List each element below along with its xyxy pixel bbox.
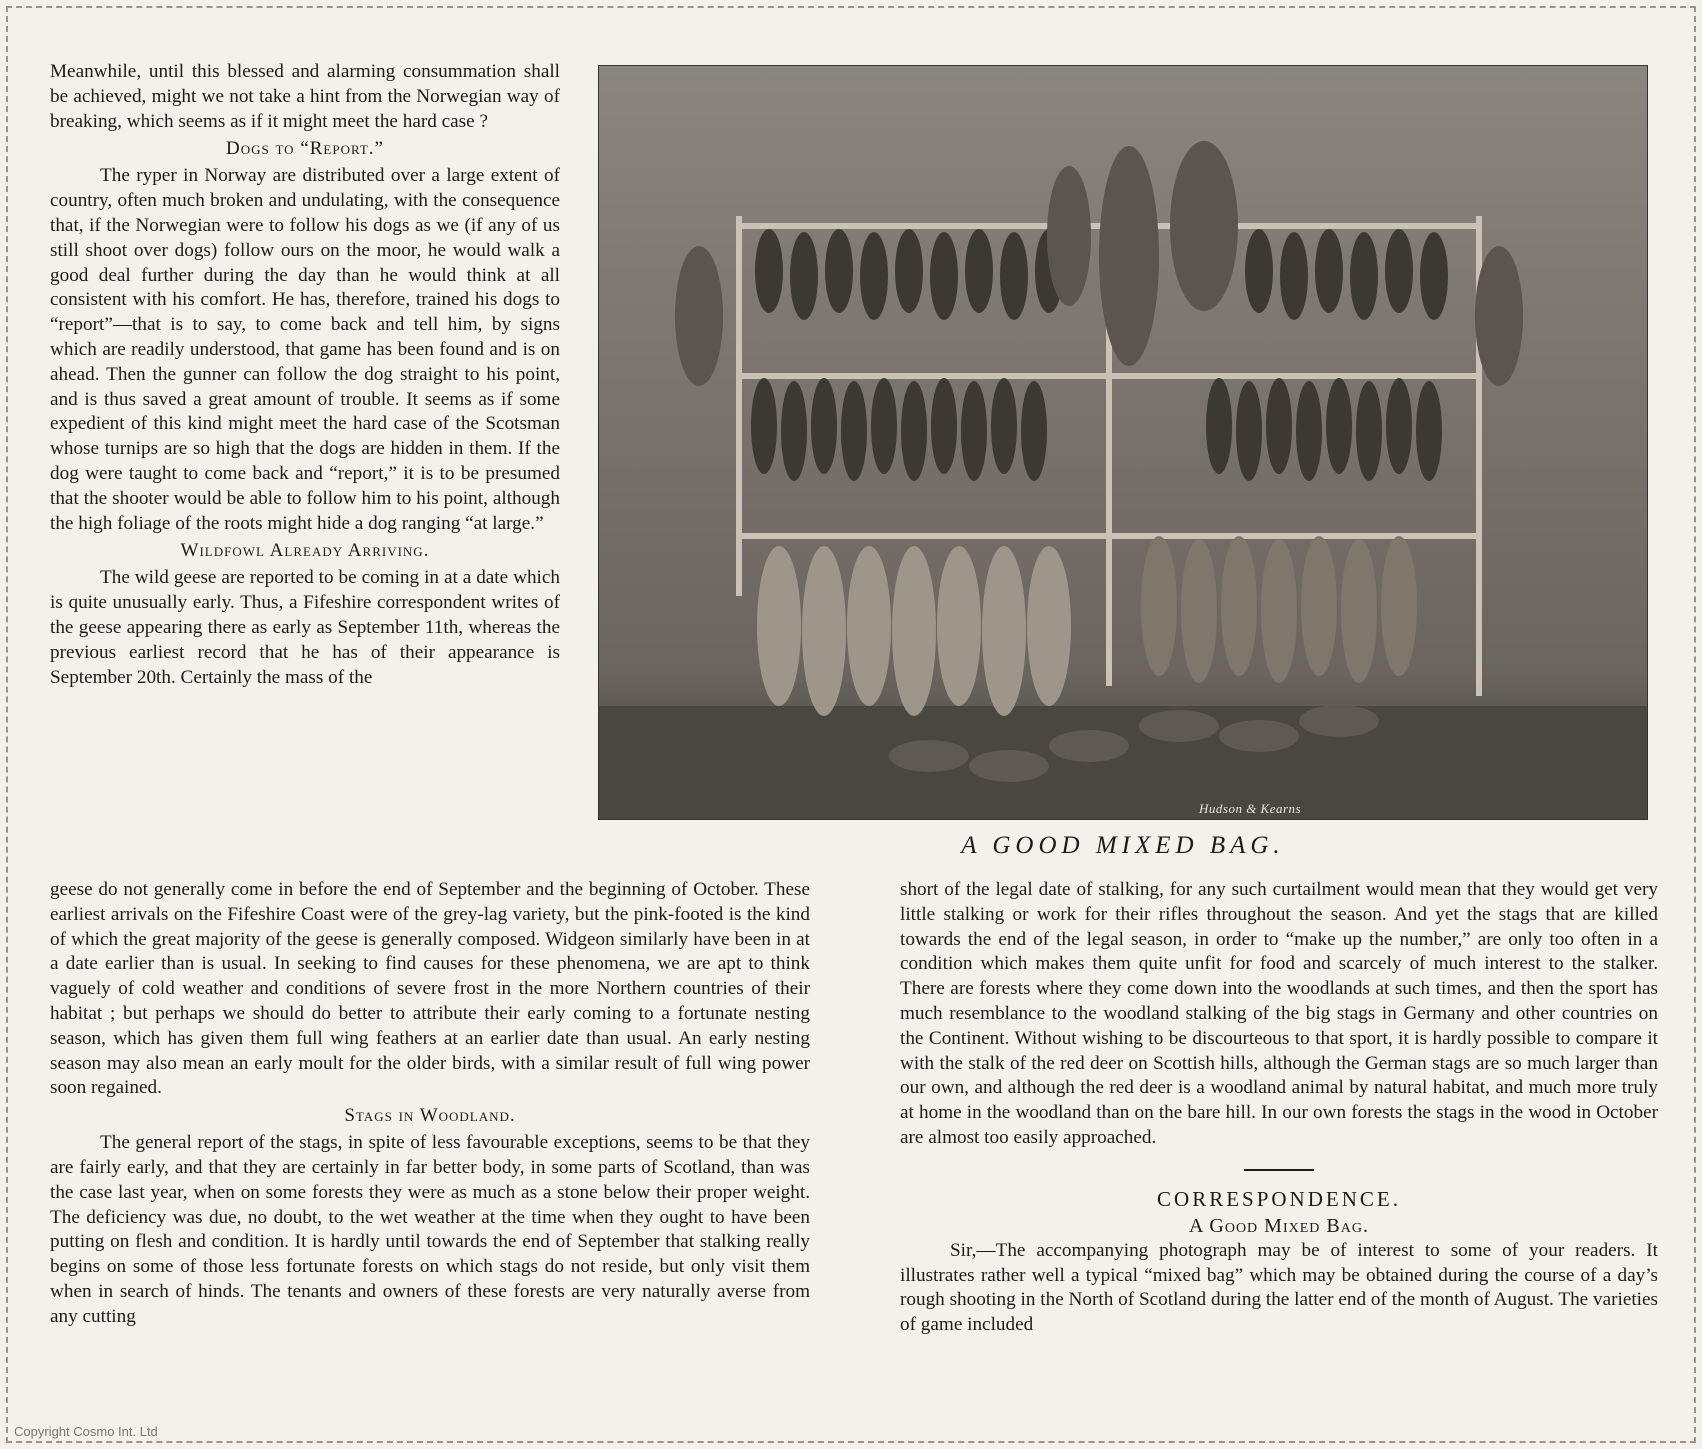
right-column [900, 878, 1658, 1338]
divider [1244, 1169, 1314, 1171]
section-heading: Wildfowl Already Arriving. [180, 540, 430, 562]
photo-caption: A GOOD MIXED BAG. [961, 832, 1285, 859]
section-heading: Stags in Woodland. [344, 1105, 516, 1127]
paragraph: The ryper in Norway are distributed over a large extent of country, often much broken and undulating, with the consequence that, if the Norwegian were to follow his dogs as we (if any of us still shoot over dogs) follow ours on the moor, he would walk a good deal further during the day than he would think at all consistent with his comfort. He has, therefore, trained his dogs to “report”—that is to say, to come back and tell him, by signs which are readily understood, that game has been found and is on ahead. Then the gunner can follow the dog straight to his point, and is thus saved a great amount of trouble. It seems as if some expedient of this kind might meet the hard case of the Scotsman whose turnips are so high that the dogs are hidden in them. If the dog were taught to come back and “report,” it is to be presumed that the shooter would be able to follow him to his point, although the high foliage of the roots might hide a dog ranging “at large.” [50, 165, 560, 534]
copyright-notice: Copyright Cosmo Int. Ltd [14, 1424, 158, 1439]
paragraph: Sir,—The accompanying photograph may be of interest to some of your readers. It illustrates rather well a typical “mixed bag” which may be obtained during the course of a day’s rough shooting in the North of Scotland during the latter end of the month of August. The varieties of game included [900, 1239, 1658, 1336]
left-column-bottom [50, 878, 810, 1330]
game-bag-photograph [598, 65, 1648, 820]
correspondence-title: CORRESPONDENCE. [1157, 1186, 1401, 1211]
correspondence-subtitle: A Good Mixed Bag. [1189, 1214, 1369, 1237]
paragraph: The general report of the stags, in spite of less favourable exceptions, seems to be that they are fairly early, and that they are certainly in far better body, in some parts of Scotland, than was the case last year, when on some forests they were as much as a stone below their proper weight. The deficiency was due, no doubt, to the wet weather at the time when they ought to have been putting on flesh and condition. It is hardly until towards the end of September that stalking really begins on some of those less fortunate forests on which stags do not reside, but only visit them when in search of hinds. The tenants and owners of these forests are very naturally averse from any cutting [50, 1132, 810, 1327]
paragraph: Meanwhile, until this blessed and alarming consummation shall be achieved, might we not take a hint from the Norwegian way of breaking, which seems as if it might meet the hard case ? [50, 61, 560, 132]
paragraph: geese do not generally come in before the end of September and the beginning of October. These earliest arrivals on the Fifeshire Coast were of the grey-lag variety, but the pink-footed is the kind of which the great majority of the geese is generally composed. Widgeon similarly have been in at a date earlier than is usual. In seeking to find causes for these phenomena, we are apt to think vaguely of cold weather and conditions of severe frost in the more Northern countries of their habitat ; but perhaps we should do better to attribute their early coming to a fortunate nesting season, which has given them full wing feathers at an earlier date than usual. An early nesting season may also mean an early moult for the older birds, with a similar result of full wing power soon regained. [50, 879, 810, 1099]
photo-credit: Hudson & Kearns [1199, 801, 1302, 816]
paragraph: short of the legal date of stalking, for any such curtailment would mean that they would get very little stalking or work for their rifles throughout the season. And yet the stags that are killed towards the end of the legal season, in order to “make up the number,” are only too often in a condition which makes them quite unfit for food and scarcely of much interest to the stalker. There are forests where they come down into the woodlands at such times, and then the sport has much resemblance to the woodland stalking of the big stags in Germany and other countries on the Continent. Without wishing to be discourteous to that sport, it is hardly possible to compare it with the stalk of the red deer on Scottish hills, although the German stags are so much larger than our own, and although the red deer is a woodland animal by natural habitat, and much more truly at home in the woodland than on the bare hill. In our own forests the stags in the wood in October are almost too easily approached. [900, 879, 1658, 1148]
photo-illustration [599, 66, 1648, 820]
paragraph: The wild geese are reported to be coming in at a date which is quite unusually early. Thus, a Fifeshire correspondent writes of the geese appearing there as early as September 11th, whereas the previous earliest record that he has of their appearance is September 20th. Certainly the mass of the [50, 567, 560, 688]
left-column-top [50, 60, 560, 690]
section-heading: Dogs to “Report.” [225, 138, 384, 160]
